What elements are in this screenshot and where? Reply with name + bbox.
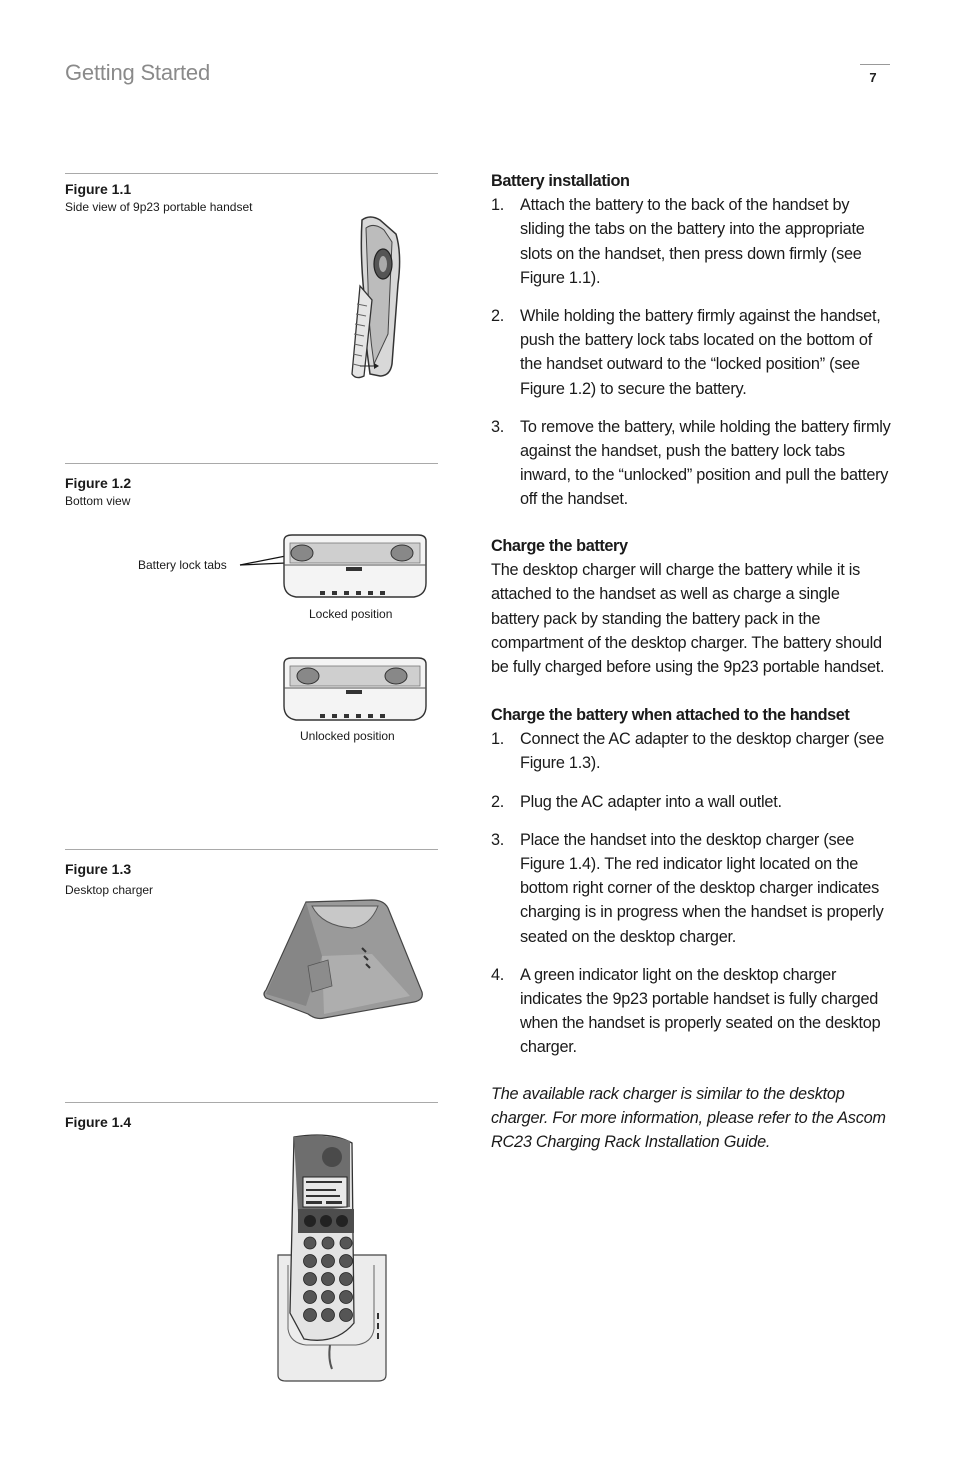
battery-installation-steps (491, 193, 891, 511)
figure-1-3-caption: Desktop charger (65, 883, 154, 897)
list-item (491, 304, 891, 401)
list-item (491, 415, 891, 512)
handset-in-charger-image (276, 1133, 388, 1383)
step-number: 2. (491, 792, 505, 811)
figure-1-2-caption: Bottom view (65, 494, 131, 508)
page-number-rule (860, 64, 890, 65)
rack-charger-note (491, 1082, 891, 1155)
step-number: 1. (491, 730, 505, 749)
unlocked-position-label: Unlocked position (300, 729, 395, 743)
charge-attached-section (491, 703, 891, 1074)
list-item (491, 963, 891, 1060)
locked-position-label: Locked position (309, 607, 393, 621)
bottom-view-locked-image (280, 533, 430, 603)
charge-attached-heading: Charge the battery when attached to the handset (491, 706, 850, 724)
bottom-view-unlocked-image (280, 656, 430, 726)
battery-installation-heading: Battery installation (491, 172, 630, 190)
step-text: Place the handset into the desktop charger (see Figure 1.4). The red indicator light located on the bottom right corner of the desktop charger indicates charging is in progress when the handset is properly seated on the desktop charger. (520, 830, 884, 946)
battery-lock-tabs-callout: Battery lock tabs (138, 558, 227, 572)
step-text: A green indicator light on the desktop charger indicates the 9p23 portable handset is fully charged when the handset is properly seated on the desktop charger. (520, 965, 881, 1057)
battery-installation-section (491, 169, 891, 526)
list-item (491, 727, 891, 775)
step-number: 3. (491, 830, 505, 849)
step-text: Attach the battery to the back of the handset by sliding the tabs on the battery into the appropriate slots on the handset, then press down firmly (see Figure 1.1). (520, 196, 865, 287)
step-text: Plug the AC adapter into a wall outlet. (520, 792, 782, 811)
list-item (491, 828, 891, 949)
figure-1-4-divider (65, 1102, 438, 1103)
list-item (491, 790, 891, 814)
rack-charger-note-text: The available rack charger is similar to the desktop charger. For more information, please refer to the Ascom RC23 Charging Rack Installation Guide. (491, 1085, 886, 1152)
section-title: Getting Started (65, 60, 210, 85)
list-item (491, 193, 891, 290)
charge-battery-body: The desktop charger will charge the battery while it is attached to the handset as well as charge a single battery pack by standing the battery pack in the compartment of the desktop charger. The battery should be fully charged before using the 9p23 portable handset. (491, 561, 885, 677)
desktop-charger-image (262, 896, 427, 1021)
step-text: Connect the AC adapter to the desktop charger (see Figure 1.3). (520, 730, 885, 773)
step-text: While holding the battery firmly against the handset, push the battery lock tabs located on the bottom of the handset outward to the “locked position” (see Figure 1.2) to secure the battery. (520, 307, 881, 398)
charge-battery-section (491, 534, 891, 679)
step-number: 3. (491, 417, 505, 436)
step-text: To remove the battery, while holding the battery firmly against the handset, push the battery lock tabs inward, to the “unlocked” position and pull the battery off the handset. (520, 417, 891, 509)
figure-1-2-divider (65, 463, 438, 464)
step-number: 2. (491, 307, 505, 326)
step-number: 1. (491, 196, 505, 215)
figure-1-3-label: Figure 1.3 (65, 861, 132, 877)
figure-1-2-label: Figure 1.2 (65, 475, 132, 491)
figure-1-3-divider (65, 849, 438, 850)
step-number: 4. (491, 965, 505, 984)
figure-1-4-label: Figure 1.4 (65, 1114, 132, 1130)
figure-1-1-divider (65, 173, 438, 174)
figure-1-1-caption: Side view of 9p23 portable handset (65, 200, 253, 214)
charge-attached-steps (491, 727, 891, 1059)
figure-1-1-label: Figure 1.1 (65, 181, 132, 197)
charge-battery-heading: Charge the battery (491, 537, 628, 555)
handset-side-view-image (330, 214, 410, 380)
page-number: 7 (869, 70, 877, 85)
